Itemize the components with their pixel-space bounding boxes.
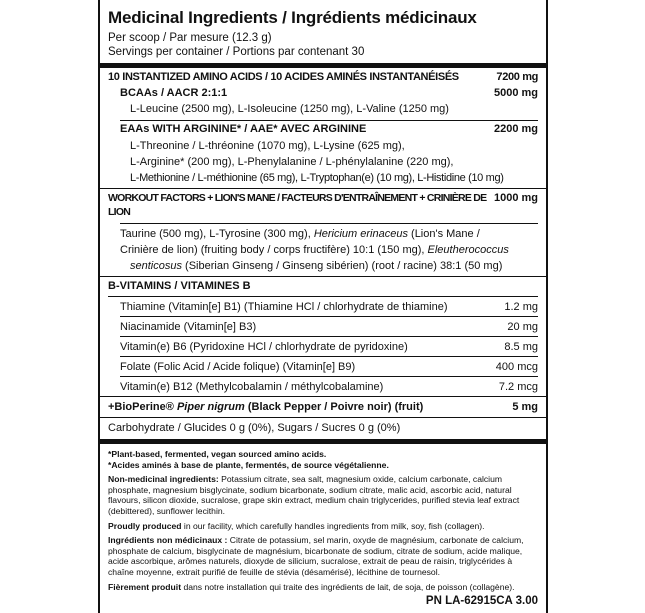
non-medicinal-fr [108, 535, 538, 577]
vitamin-name: Vitamin(e) B12 (Methylcobalamin / méthylcobalamine) [120, 381, 384, 393]
note-text: Potassium citrate, sea salt, magnesium oxide, calcium carbonate, calcium phosphate, magnesium bisglycinate, sodium bicarbonate, sodium citrate, malic acid, ascorbic acid, natural flavours, silicon dioxide, sucralose, grape skin extract, medium chain triglycerides, purified stevia leaf extract (debittered), sunflower lecithin. [108, 474, 520, 516]
eaa-line-2: L-Arginine* (200 mg), L-Phenylalanine / L-phénylalanine (220 mg), [130, 156, 454, 168]
vitamins-label: B-VITAMINS / VITAMINES B [108, 280, 251, 292]
vitamin-list [108, 296, 538, 394]
workout-line-1 [108, 227, 538, 241]
divider [108, 296, 538, 297]
divider [100, 276, 546, 277]
vitamin-row [108, 340, 538, 354]
bcaa-row [108, 86, 538, 100]
vitamin-row [108, 380, 538, 394]
workout-line-2 [108, 243, 538, 257]
supplement-facts-panel [98, 0, 548, 613]
fierement-produit [108, 582, 538, 593]
eaa-row [108, 122, 538, 136]
eaa-line-1: L-Threonine / L-thréonine (1070 mg), L-Lysine (625 mg), [130, 140, 405, 152]
eaa-line-3: L-Methionine / L-méthionine (65 mg), L-Tryptophan(e) (10 mg), L-Histidine (10 mg) [130, 172, 504, 184]
note-text: in our facility, which carefully handles ingredients from milk, soy, fish (collagen). [183, 520, 485, 531]
note-label: Proudly produced [108, 520, 182, 531]
divider [100, 417, 546, 418]
vitamin-row [108, 320, 538, 334]
bcaa-label: BCAAs / AACR 2:1:1 [120, 87, 228, 99]
carbohydrate-line: Carbohydrate / Glucides 0 g (0%), Sugars / Sucres 0 g (0%) [108, 422, 401, 434]
divider [120, 316, 538, 317]
serving-size: Per scoop / Par mesure (12.3 g) [108, 32, 272, 44]
vitamin-name: Vitamin(e) B6 (Pyridoxine HCl / chlorhydrate de pyridoxine) [120, 341, 408, 353]
plant-note-fr: *Acides aminés à base de plante, fermentés, de source végétalienne. [108, 459, 389, 470]
panel-title: Medicinal Ingredients / Ingrédients médicinaux [108, 8, 477, 27]
vitamins-header [108, 279, 538, 293]
thick-divider [100, 439, 546, 444]
workout-line-3 [108, 259, 538, 273]
workout-text: (Siberian Ginseng / Ginseng sibérien) (root / racine) 38:1 (50 mg) [185, 260, 503, 272]
eaa-label: EAAs WITH ARGININE* / AAE* AVEC ARGININE [120, 123, 367, 135]
vitamin-name: Folate (Folic Acid / Acide folique) (Vitamin[e] B9) [120, 361, 356, 373]
part-number: PN LA-62915CA 3.00 [425, 595, 538, 607]
workout-text: (Lion's Mane / [411, 228, 480, 240]
vitamin-amount: 400 mcg [495, 361, 538, 373]
non-medicinal-en [108, 474, 538, 516]
bioperine-row [108, 400, 538, 414]
divider [120, 223, 538, 224]
proudly-produced [108, 521, 538, 532]
plant-note-en: *Plant-based, fermented, vegan sourced amino acids. [108, 449, 327, 459]
amino-label: 10 INSTANTIZED AMINO ACIDS / 10 ACIDES AMINÉS INSTANTANÉISÉS [108, 71, 459, 83]
divider [100, 188, 546, 189]
divider [120, 356, 538, 357]
vitamin-name: Thiamine (Vitamin[e] B1) (Thiamine HCl / chlorhydrate de thiamine) [120, 301, 448, 313]
vitamin-row [108, 300, 538, 314]
divider [120, 336, 538, 337]
workout-latin-name: Hericium erinaceus [313, 228, 408, 240]
plant-note [108, 449, 538, 470]
eaa-amount: 2200 mg [493, 123, 538, 135]
note-text: Citrate de potassium, sel marin, oxyde de magnésium, carbonate de calcium, phosphate de calcium, bisglycinate de magnésium, bicarbonate de sodium, citrate de sodium, acide malique, acide ascorbique, arômes naturels, dioxyde de silicium, sucralose, extrait de peau de raisin, triglycérides à chaîne moyenne, extrait purifié de feuille de stévia (désamérisé), lécithine de tournesol. [108, 535, 524, 577]
workout-text: Crinière de lion) (fruiting body / corps fructifère) 10:1 (150 mg), [120, 244, 425, 256]
workout-latin-name: Eleutherococcus [427, 244, 509, 256]
note-label: Ingrédients non médicinaux : [108, 535, 228, 546]
bioperine-latin-name: Piper nigrum [176, 401, 245, 413]
bioperine-text: (Black Pepper / Poivre noir) (fruit) [247, 401, 424, 413]
bioperine-brand: +BioPerine® [108, 401, 174, 413]
bioperine-label [108, 400, 423, 414]
vitamin-row [108, 360, 538, 374]
amino-acids-row [108, 70, 538, 84]
amino-amount: 7200 mg [496, 71, 538, 83]
vitamin-amount: 20 mg [507, 321, 538, 333]
servings-per-container: Servings per container / Portions par contenant 30 [108, 46, 365, 58]
bcaa-detail: L-Leucine (2500 mg), L-Isoleucine (1250 mg), L-Valine (1250 mg) [130, 103, 449, 115]
divider [100, 396, 546, 397]
bioperine-amount: 5 mg [512, 401, 538, 413]
vitamin-amount: 7.2 mcg [498, 381, 538, 393]
note-label: Non-medicinal ingredients: [108, 474, 219, 485]
vitamin-amount: 1.2 mg [504, 301, 538, 313]
vitamin-name: Niacinamide (Vitamin[e] B3) [120, 321, 257, 333]
divider [120, 376, 538, 377]
note-label: Fièrement produit [108, 581, 182, 592]
vitamin-amount: 8.5 mg [504, 341, 538, 353]
note-text: dans notre installation qui traite des ingrédients de lait, de soja, de poisson (collagène). [183, 581, 515, 592]
workout-latin-name: senticosus [130, 260, 182, 272]
divider [120, 120, 538, 121]
workout-text: Taurine (500 mg), L-Tyrosine (300 mg), [120, 228, 311, 240]
workout-amount: 1000 mg [493, 192, 538, 204]
workout-label: WORKOUT FACTORS + LION'S MANE / FACTEURS D'ENTRAÎNEMENT + CRINIÈRE DE LION [108, 192, 487, 218]
workout-row [108, 191, 538, 219]
bcaa-amount: 5000 mg [493, 87, 538, 99]
thick-divider [100, 63, 546, 68]
